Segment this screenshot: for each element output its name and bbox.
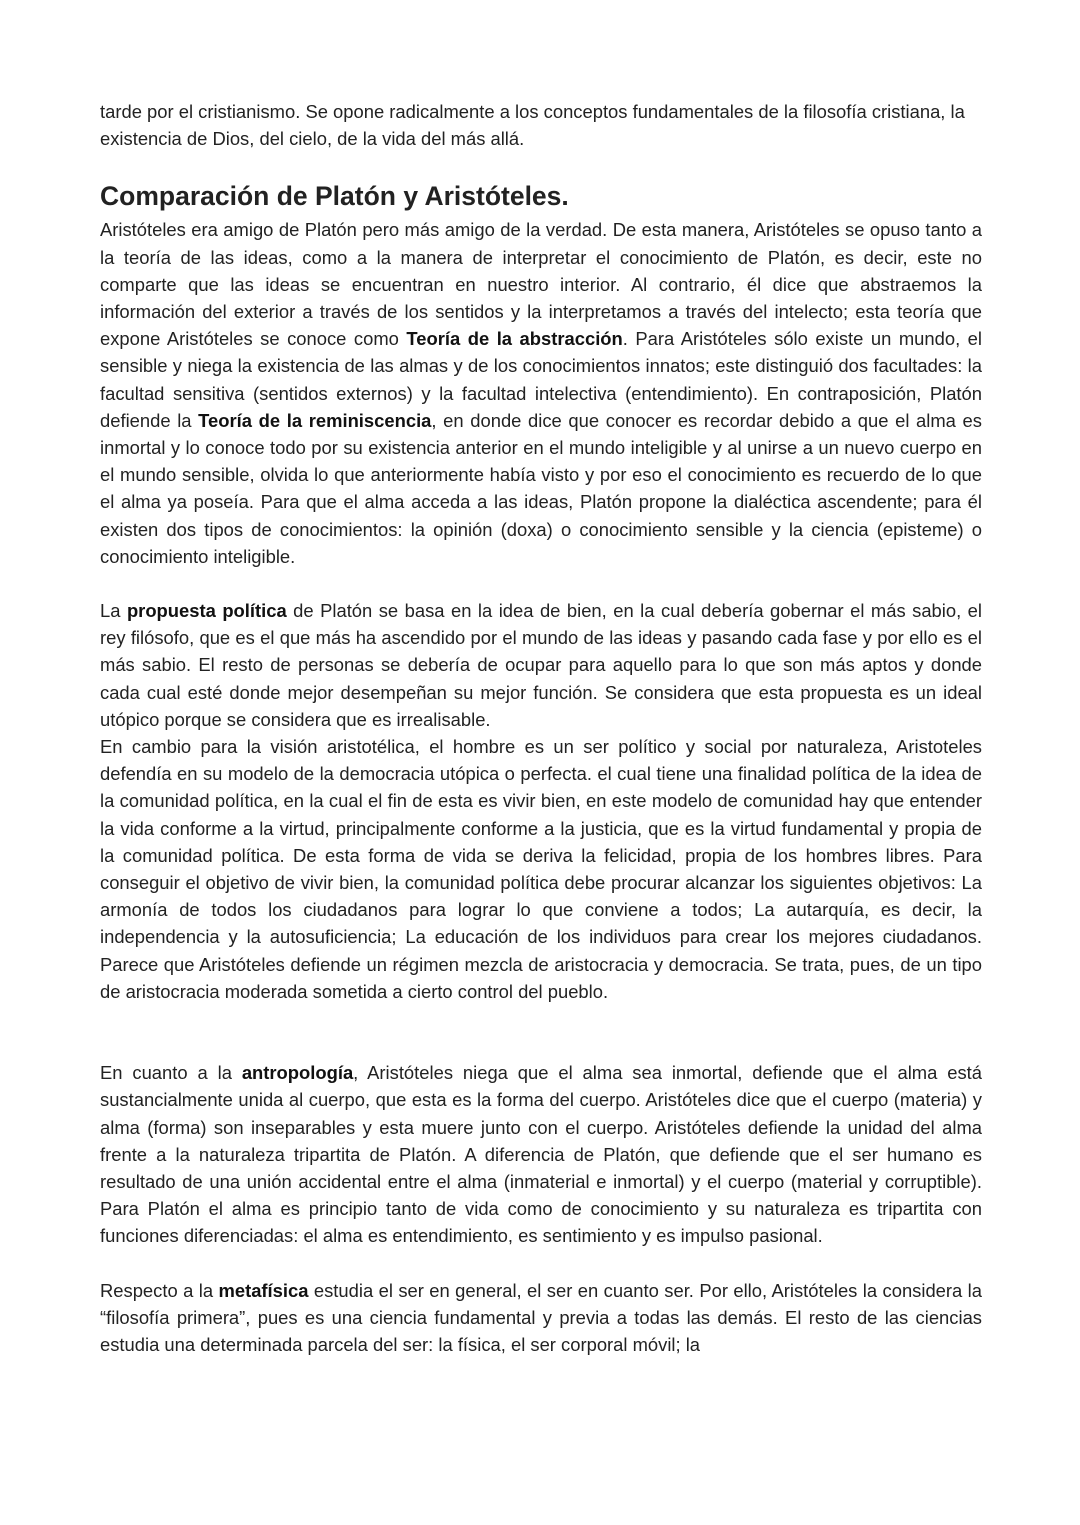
text-run: Respecto a la <box>100 1279 219 1301</box>
text-run: En cuanto a la <box>100 1062 242 1084</box>
politics-aristotle-paragraph: En cambio para la visión aristotélica, el hombre es un ser político y social por naturaleza, Aristoteles defendía en su modelo de la democracia utópica o perfecta. el cual tiene una finalidad política de la idea de la comunidad política, en la cual el fin de esta es vivir bien, en este modelo de comunidad hay que entender la vida conforme a la virtud, principalmente conforme a la justicia, que es la virtud fundamental y propia de la comunidad política. De esta forma de vida se deriva la felicidad, propia de los hombres libres. Para conseguir el objetivo de vivir bien, la comunidad política debe procurar alcanzar los siguientes objetivos: La armonía de todos los ciudadanos para lograr lo que conviene a todos; La autarquía, es decir, la independencia y la autosuficiencia; La educación de los individuos para crear los mejores ciudadanos. Parece que Aristóteles defiende un régimen mezcla de aristocracia y democracia. Se trata, pues, de un tipo de aristocracia moderada sometida a cierto control del pueblo. <box>100 736 982 1002</box>
politics-plato-paragraph <box>100 597 982 733</box>
abstraction-paragraph <box>100 216 982 570</box>
text-run: , en donde dice que conocer es recordar debido a que el alma es inmortal y lo conoce todo por su existencia anterior en el mundo inteligible y al unirse a un nuevo cuerpo en el mundo sensible, olvida lo que anteriormente había visto y por eso el conocimiento es recuerdo de lo que el alma ya poseía. Para que el alma acceda a las ideas, Platón propone la dialéctica ascendente; para él existen dos tipos de conocimientos: la opinión (doxa) o conocimiento sensible y la ciencia (episteme) o conocimiento inteligible. <box>100 409 982 567</box>
text-run: , Aristóteles niega que el alma sea inmortal, defiende que el alma está sustancialmente unida al cuerpo, que esta es la forma del cuerpo. Aristóteles dice que el cuerpo (materia) y alma (forma) son inseparables y esta muere junto con el cuerpo. Aristóteles defiende la unidad del alma frente a la naturaleza tripartita de Platón. A diferencia de Platón, que defiende que el ser humano es resultado de una unión accidental entre el alma (inmaterial e inmortal) y el cuerpo (material y corruptible). Para Platón el alma es principio tanto de vida como de conocimiento y su naturaleza es tripartita con funciones diferenciadas: el alma es entendimiento, es sentimiento y es impulso pasional. <box>100 1062 982 1247</box>
intro-paragraph: tarde por el cristianismo. Se opone radicalmente a los conceptos fundamentales de la filosofía cristiana, la existencia de Dios, del cielo, de la vida del más allá. <box>100 101 965 150</box>
document-page <box>100 98 982 1358</box>
anthropology-paragraph <box>100 1059 982 1249</box>
text-run: estudia el ser en general, el ser en cuanto ser. Por ello, Aristóteles la considera la “filosofía primera”, pues es una ciencia fundamental y previa a todas las demás. El resto de las ciencias estudia una determinada parcela del ser: la física, el ser corporal móvil; la <box>100 1279 982 1355</box>
bold-term-political-proposal: propuesta política <box>126 600 287 622</box>
bold-term-abstraction: Teoría de la abstracción <box>406 328 623 350</box>
bold-term-metaphysics: metafísica <box>218 1279 309 1301</box>
text-run: La <box>100 600 127 622</box>
section-heading-wrap <box>100 180 982 212</box>
text-run: Aristóteles era amigo de Platón pero más amigo de la verdad. De esta manera, Aristóteles se opuso tanto a la teoría de las ideas, como a la manera de interpretar el conocimiento de Platón, es decir, este no comparte que las ideas se encuentran en nuestro interior. Al contrario, él dice que abstraemos la información del exterior a través de los sentidos y la interpretamos a través del intelecto; esta teoría que expone Aristóteles se conoce como <box>100 219 982 350</box>
text-run: . Para Aristóteles sólo existe un mundo, el sensible y niega la existencia de las almas y de los conocimientos innatos; este distinguió dos facultades: la facultad sensitiva (sentidos externos) y la facultad intelectiva (entendimiento). En contraposición, Platón defiende la <box>100 328 982 431</box>
text-run: de Platón se basa en la idea de bien, en la cual debería gobernar el más sabio, el rey filósofo, que es el que más ha ascendido por el mundo de las ideas y pasando cada fase y por ello es el más sabio. El resto de personas se debería de ocupar para aquello para lo que son más aptos y donde cada cual esté donde mejor desempeñan su mejor función. Se considera que esta propuesta es un ideal utópico porque se considera que es irrealisable. <box>100 600 982 730</box>
section-heading: Comparación de Platón y Aristóteles. <box>100 181 569 212</box>
bold-term-reminiscence: Teoría de la reminiscencia <box>198 409 432 431</box>
bold-term-anthropology: antropología <box>241 1062 354 1084</box>
metaphysics-paragraph <box>100 1277 982 1359</box>
